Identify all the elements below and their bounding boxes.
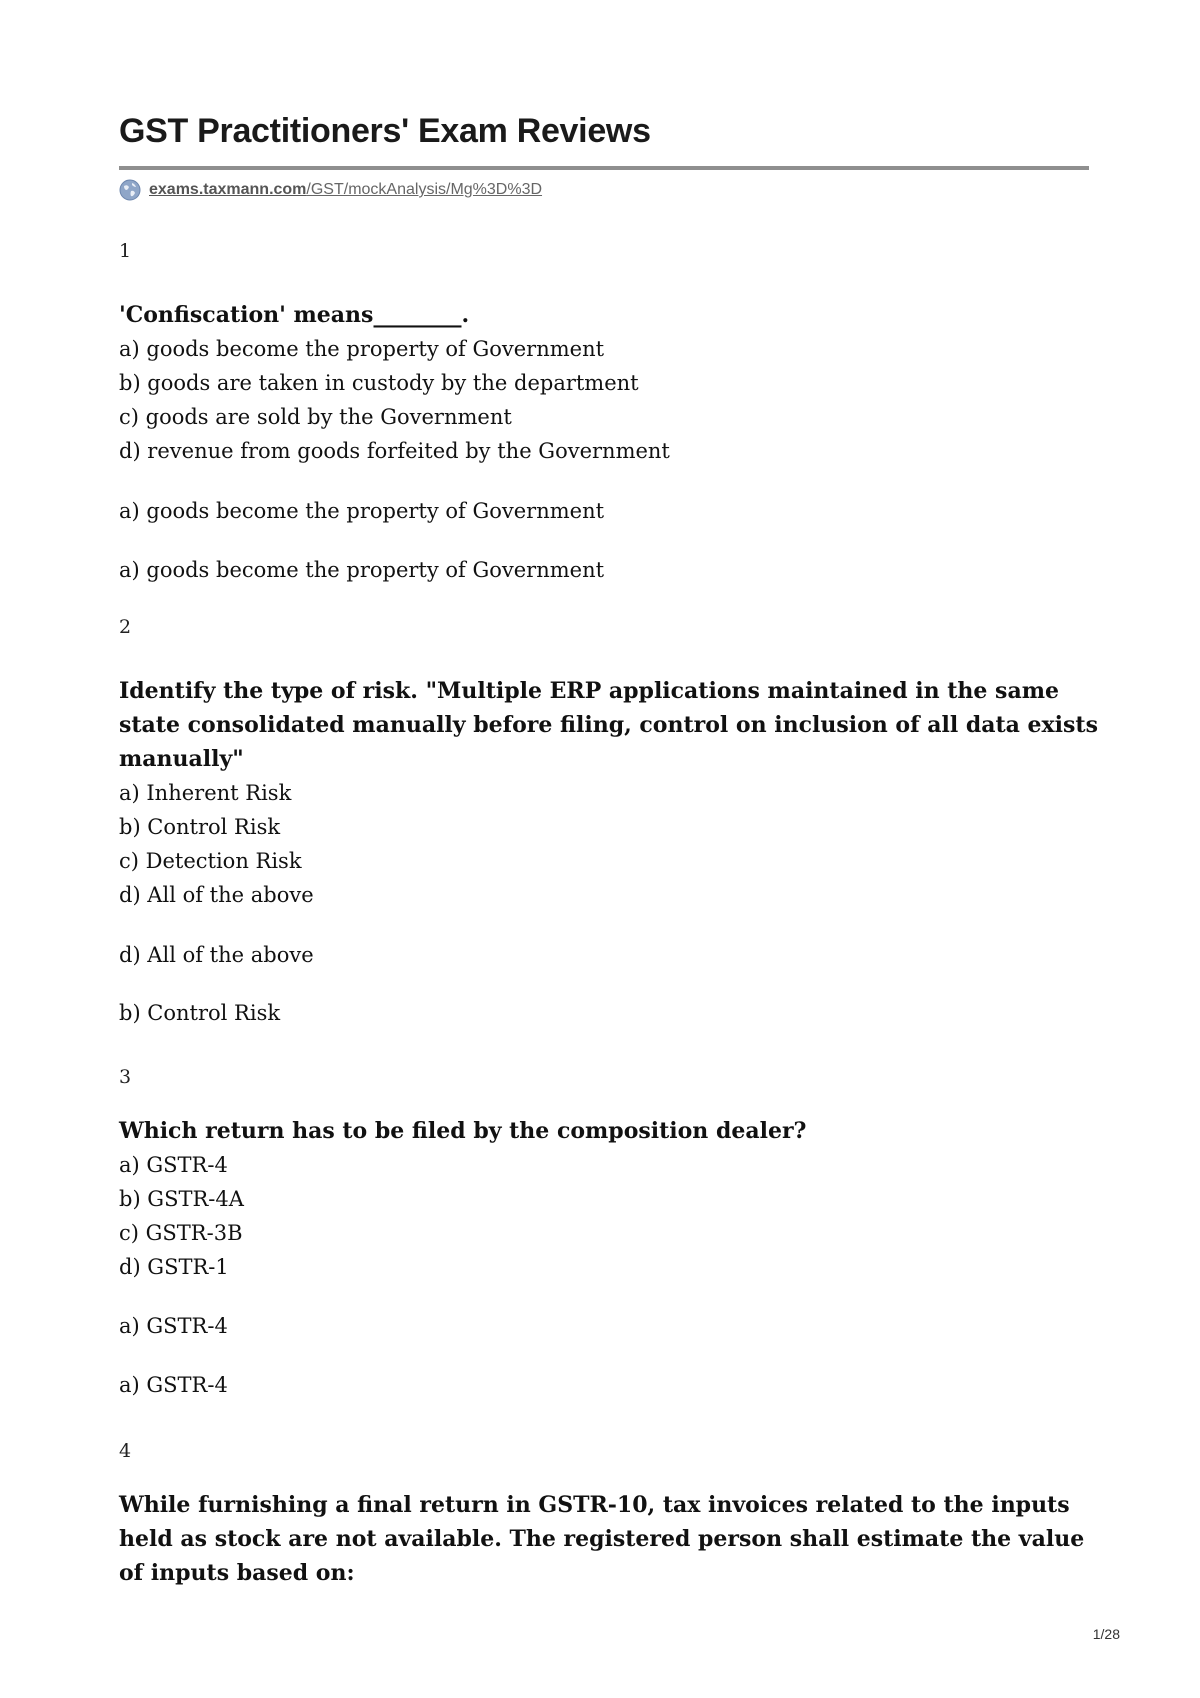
title-divider [119, 166, 1089, 170]
answer-line-2: b) Control Risk [119, 1001, 281, 1025]
source-link[interactable] [119, 178, 542, 202]
answer-line-1: d) All of the above [119, 943, 314, 967]
option-a: a) GSTR-4 [119, 1153, 228, 1177]
option-list [119, 1148, 244, 1284]
question-text: Which return has to be filed by the composition dealer? [119, 1118, 807, 1144]
option-c: c) GSTR-3B [119, 1221, 243, 1245]
answer-line-2: a) GSTR-4 [119, 1373, 228, 1397]
option-list [119, 332, 670, 468]
page-title: GST Practitioners' Exam Reviews [119, 112, 651, 150]
option-b: b) goods are taken in custody by the department [119, 371, 639, 395]
question-number: 4 [119, 1440, 132, 1462]
page-number: 1/28 [1092, 1626, 1120, 1642]
answer-line-2: a) goods become the property of Government [119, 558, 605, 582]
question-text: 'Confiscation' means________. [119, 302, 470, 328]
option-a: a) goods become the property of Government [119, 337, 605, 361]
option-a: a) Inherent Risk [119, 781, 292, 805]
option-c: c) goods are sold by the Government [119, 405, 512, 429]
option-d: d) All of the above [119, 883, 314, 907]
option-c: c) Detection Risk [119, 849, 302, 873]
question-number: 2 [119, 616, 132, 638]
answer-line-1: a) goods become the property of Government [119, 499, 605, 523]
source-path[interactable]: /GST/mockAnalysis/Mg%3D%3D [306, 181, 543, 198]
globe-icon [119, 179, 141, 201]
option-d: d) GSTR-1 [119, 1255, 229, 1279]
question-number: 3 [119, 1066, 132, 1088]
answer-line-1: a) GSTR-4 [119, 1314, 228, 1338]
source-domain[interactable]: exams.taxmann.com [149, 181, 307, 198]
option-b: b) GSTR-4A [119, 1187, 244, 1211]
question-text: While furnishing a final return in GSTR-10, tax invoices related to the inputs held as stock are not available. The registered person shall estimate the value of inputs based on: [119, 1492, 1085, 1586]
option-b: b) Control Risk [119, 815, 281, 839]
option-list [119, 776, 314, 912]
question-text: Identify the type of risk. "Multiple ERP applications maintained in the same state consolidated manually before filing, control on inclusion of all data exists manually" [119, 678, 1098, 772]
option-d: d) revenue from goods forfeited by the Government [119, 439, 670, 463]
question-number: 1 [119, 240, 132, 262]
